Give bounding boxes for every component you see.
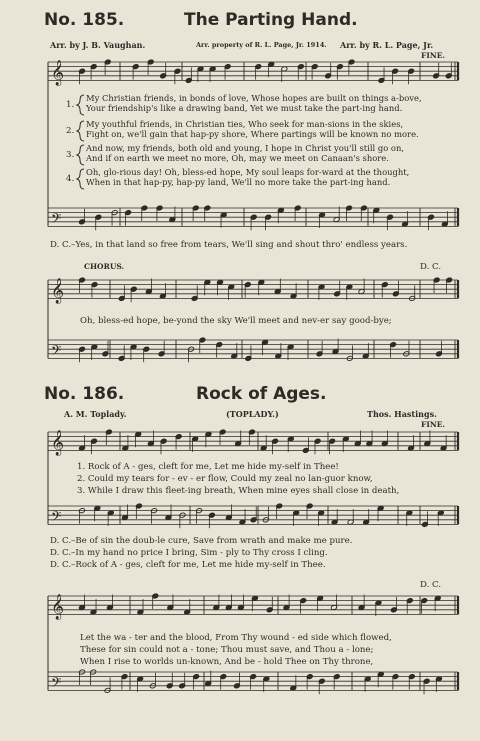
- hymn-185-dc-mark: D. C.: [420, 262, 442, 272]
- hymn-186-title: Rock of Ages.: [196, 384, 327, 404]
- hymn-186-part2-line-1: Let the wa - ter and the blood, From Thy wound - ed side which flowed,: [80, 633, 392, 643]
- hymn-185-dc-line: D. C.–Yes, in that land so free from tears, We'll sing and shout thro' endless years.: [50, 240, 408, 250]
- staff-186-bass-1-clef: 𝄢: [51, 508, 62, 528]
- hymn-186-credit-mid: (TOPLADY.): [226, 409, 279, 419]
- hymn-186-part2-line-3: When I rise to worlds un-known, And be - hold Thee on Thy throne,: [80, 657, 374, 667]
- staff-185-treble-1-clef: 𝄞: [51, 60, 65, 86]
- staff-186-bass-2-clef: 𝄢: [51, 674, 62, 694]
- hymn-185-credit-right: Arr. by R. L. Page, Jr.: [340, 40, 434, 50]
- verse-4-line-1: Oh, glo-rious day! Oh, bless-ed hope, My soul leaps for-ward at the thought,: [86, 167, 410, 177]
- hymn-186-dc-mark: D. C.: [420, 580, 442, 590]
- hymn-186-number: No. 186.: [44, 384, 125, 404]
- hymn-186-dc-line-1: D. C.–Be of sin the doub-le cure, Save from wrath and make me pure.: [50, 536, 353, 546]
- verse-2-line-2: Fight on, we'll gain that hap-py shore, Where partings will be known no more.: [86, 129, 419, 139]
- staff-186-treble-1-clef: 𝄞: [51, 430, 65, 456]
- verse-2-line-1: My youthful friends, in Christian ties, Who seek for man-sions in the skies,: [86, 119, 404, 129]
- hymn-186-verse-1: 1. Rock of A - ges, cleft for me, Let me hide my-self in Thee!: [77, 462, 339, 472]
- hymn-185-fine: FINE.: [421, 51, 446, 60]
- hymn-186-verse-3: 3. While I draw this fleet-ing breath, When mine eyes shall close in death,: [77, 486, 400, 496]
- staff-185-bass-1-clef: 𝄢: [51, 210, 62, 230]
- hymn-186-dc-line-2: D. C.–In my hand no price I bring, Sim - ply to Thy cross I cling.: [50, 548, 328, 558]
- hymn-186-verse-2: 2. Could my tears for - ev - er flow, Could my zeal no lan-guor know,: [77, 474, 373, 484]
- hymn-185-credit-mid: Arr. property of R. L. Page, Jr. 1914.: [196, 41, 327, 49]
- hymn-186-part2-line-2: These for sin could not a - tone; Thou must save, and Thou a - lone;: [80, 645, 374, 655]
- verse-3-line-1: And now, my friends, both old and young, I hope in Christ you'll still go on,: [86, 143, 405, 153]
- chorus-lyric: Oh, bless-ed hope, be-yond the sky We'll meet and nev-er say good-bye;: [80, 316, 392, 326]
- verse-4-line-2: When in that hap-py, hap-py land, We'll no more take the part-ing hand.: [86, 177, 391, 187]
- staff-185-treble-2-clef: 𝄞: [51, 278, 65, 304]
- verse-1-line-1: My Christian friends, in bonds of love, Whose hopes are built on things a-bove,: [86, 93, 422, 103]
- verse-3-number: 3.: [66, 150, 75, 160]
- verse-1-line-2: Your friendship's like a drawing band, Yet we must take the part-ing hand.: [86, 103, 403, 113]
- staff-186-treble-2-clef: 𝄞: [51, 594, 65, 620]
- staff-185-bass-2-clef: 𝄢: [51, 342, 62, 362]
- chorus-label: CHORUS.: [84, 262, 125, 271]
- hymn-185-number: No. 185.: [44, 10, 125, 30]
- verse-3-line-2: And if on earth we meet no more, Oh, may we meet on Canaan's shore.: [86, 153, 389, 163]
- hymn-186-dc-line-3: D. C.–Rock of A - ges, cleft for me, Let me hide my-self in Thee.: [50, 560, 326, 570]
- hymn-185-credit-left: Arr. by J. B. Vaughan.: [50, 40, 146, 50]
- hymn-186-credit-right: Thos. Hastings.: [367, 409, 437, 419]
- hymn-185-title: The Parting Hand.: [184, 10, 358, 30]
- verse-2-number: 2.: [66, 126, 75, 136]
- verse-4-number: 4.: [66, 174, 75, 184]
- hymn-186-fine: FINE.: [421, 420, 446, 429]
- hymn-186-credit-left: A. M. Toplady.: [64, 409, 127, 419]
- verse-1-number: 1.: [66, 100, 75, 110]
